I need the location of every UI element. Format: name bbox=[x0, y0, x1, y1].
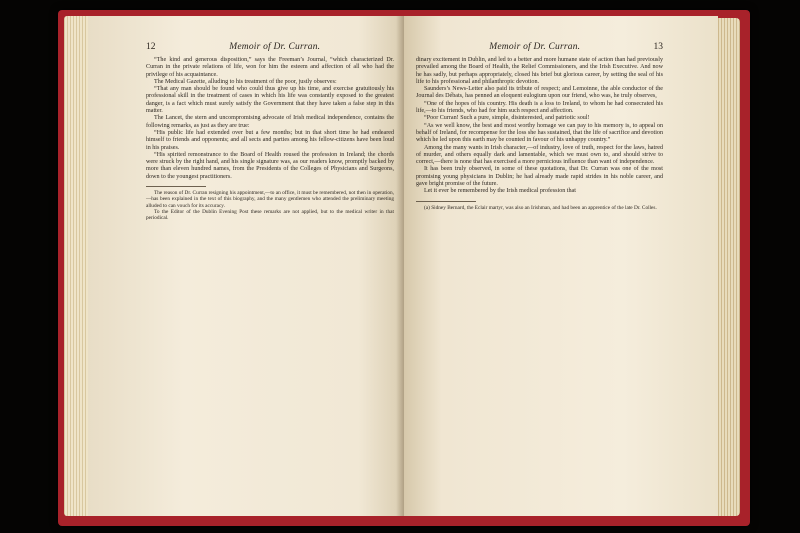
page-edges-right bbox=[716, 18, 740, 516]
paragraph: “As we well know, the best and most worthy homage we can pay to his memory is, to appeal on behalf of Ireland, for recompense for the loss she has sustained, that the life of sacrifice and devotion which he led upon this earth may be counted in favour of his unhappy country.” bbox=[416, 122, 663, 144]
paragraph: “His spirited remonstrance to the Board of Health roused the profession in Ireland; the chords were struck by the right hand, and his single signature was, as our readers know, promptly backed by more than eleven hundred names, from the Presidents of the Colleges of Physicians and Surgeons, down to the youngest practitioners. bbox=[146, 151, 394, 180]
footnote-divider bbox=[416, 201, 476, 202]
paragraph: “One of the hopes of his country. His death is a loss to Ireland, to whom he had consecrated his life,—to his friends, who had for him such respect and affection. bbox=[416, 100, 663, 115]
paragraph: dinary excitement in Dublin, and led to a better and more humane state of action than had previously prevailed among the Board of Health, the Relief Commissioners, and the Irish Executive. And now he has sadly, but perhaps appropriately, closed his brief but glorious career, by setting the seal of his life to his professional and philanthropic devotion. bbox=[416, 57, 663, 85]
paragraph: “The kind and generous disposition,” says the Freeman’s Journal, “which characterized Dr. Curran in the private relations of life, won for him the esteem and affection of all who had the privilege of his acquaintance. bbox=[146, 57, 394, 78]
page-edges-left bbox=[64, 16, 90, 516]
footnote: (a) Sidney Bernard, the Eclair martyr, was also an Irishman, and had been an apprentice of the late Dr. Colles. bbox=[424, 204, 657, 211]
paragraph: The Medical Gazette, alluding to his treatment of the poor, justly observes: bbox=[154, 78, 337, 85]
paragraph: The Lancet, the stern and uncompromising advocate of Irish medical independence, contains the following remarks, as just as they are true: bbox=[146, 115, 394, 129]
running-title: Memoir of Dr. Curran. bbox=[229, 42, 321, 52]
right-page-header bbox=[416, 42, 663, 52]
paragraph: It has been truly observed, in some of these quotations, that Dr. Curran was one of the most promising young physicians in Dublin; he had already made rapid strides in his noble career, and gave bright promise of the future. bbox=[416, 166, 663, 188]
footnote: The reason of Dr. Curran resigning his appointment,—to an office, it must be remembered, not then in operation,—has been explained in the text of this biography, and the many gentlemen who attended the preliminary meeting alluded to can vouch for its accuracy. bbox=[146, 190, 394, 209]
running-title: Memoir of Dr. Curran. bbox=[489, 42, 581, 52]
paragraph: Let it ever be remembered by the Irish medical profession that bbox=[424, 188, 576, 195]
footnote: To the Editor of the Dublin Evening Post these remarks are not applied, but to the medical writer in that periodical. bbox=[146, 208, 394, 222]
footnote-divider bbox=[146, 186, 206, 187]
page-number: 12 bbox=[146, 42, 156, 52]
page-number: 13 bbox=[653, 42, 663, 52]
paragraph: “That any man should be found who could thus give up his time, and exercise gratuitously his professional skill in the treatment of cases in which his life was constantly exposed to the greatest danger, is a fact which must surely satisfy the Government that they have taken a false step in this matter. bbox=[146, 86, 394, 115]
paragraph: Among the many wants in Irish character,—of industry, love of truth, respect for the laws, hatred of murder, and others equally dark and lamentable, which we must own to, and should strive to correct,—there is none that has exercised a more pernicious influence than want of independence. bbox=[416, 144, 663, 166]
paragraph: Saunders’s News-Letter also paid its tribute of respect; and Lemoinne, the able conductor of the Journal des Débats, has penned an eloquent eulogium upon our friend, who was, he truly observes, bbox=[416, 86, 663, 100]
left-page-header bbox=[146, 42, 394, 52]
paragraph: “Poor Curran! Such a pure, simple, disinterested, and patriotic soul! bbox=[424, 115, 590, 122]
paragraph: “His public life had extended over but a few months; but in that short time he had endeared himself to friends and opponents; and all sects and parties among his fellow-citizens have been loud in his praises. bbox=[146, 129, 394, 151]
left-page bbox=[88, 16, 406, 516]
right-page bbox=[404, 16, 718, 516]
